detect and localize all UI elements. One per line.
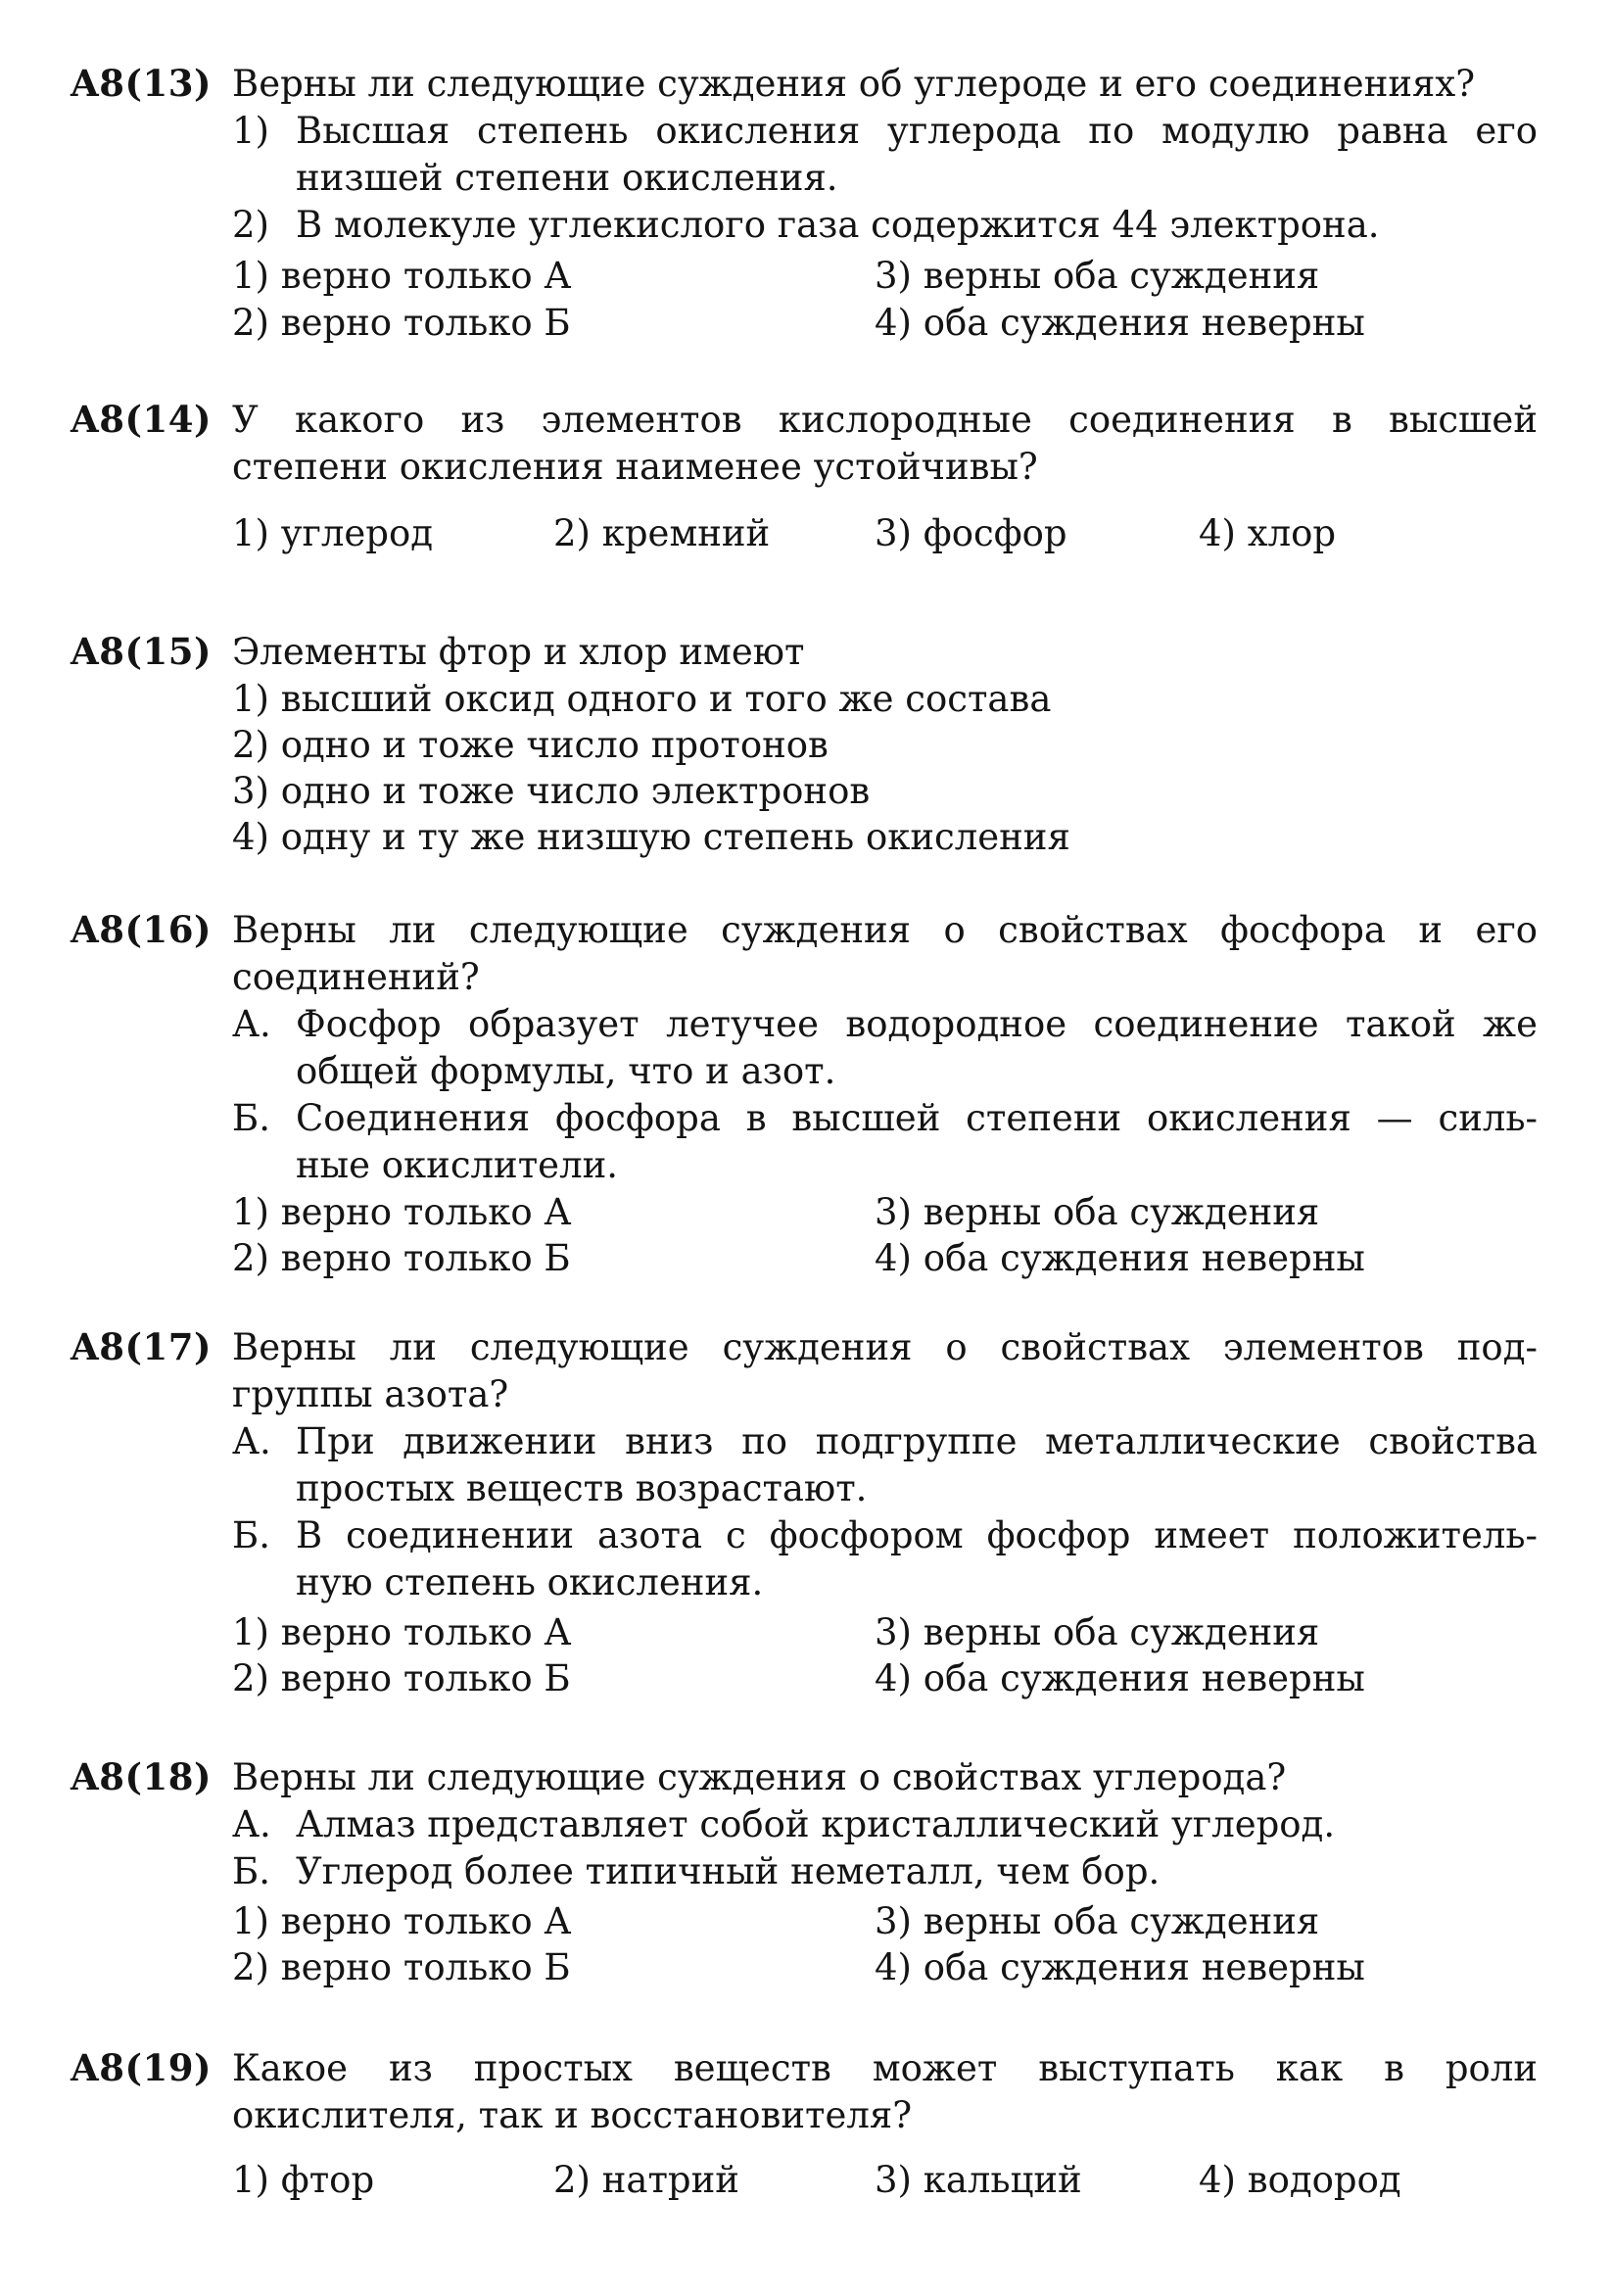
question-stem: Верны ли следующие суждения об углероде и его соединениях? [232,63,1476,105]
statement-text: низшей степени окисления. [296,157,838,199]
question-number: A8(17) [71,1325,212,1368]
question-stem: Какое из простых веществ может выступать как в роли [232,2047,1538,2089]
answer-option: 1) верно только А [232,255,572,297]
answer-option: 1) верно только А [232,1611,572,1653]
statement-marker: Б. [232,1097,270,1139]
question-stem: группы азота? [232,1373,509,1415]
question-number: A8(15) [71,630,212,673]
answer-option: 2) верно только Б [232,1946,571,1988]
question-number: A8(18) [71,1755,212,1798]
answer-option: 3) верны оба суждения [875,255,1320,297]
answer-option: 1) верно только А [232,1900,572,1942]
question-number: A8(19) [71,2046,212,2089]
question-stem: Верны ли следующие суждения о свойствах углерода? [232,1756,1287,1798]
statement-marker: 1) [232,110,269,152]
statement-text: Углерод более типичный неметалл, чем бор. [296,1850,1161,1892]
statement-text: ную степень окисления. [296,1561,764,1603]
answer-option: 2) верно только Б [232,1237,571,1279]
answer-option: 2) верно только Б [232,1657,571,1699]
answer-option: 4) хлор [1199,512,1337,554]
statement-text: Соединения фосфора в высшей степени окисления — силь- [296,1097,1538,1139]
answer-option: 1) верно только А [232,1191,572,1233]
statement-marker: 2) [232,204,269,246]
question-stem: У какого из элементов кислородные соединения в высшей [232,399,1538,441]
answer-option: 1) фтор [232,2159,375,2201]
statement-text: В молекуле углекислого газа содержится 44 электрона. [296,204,1380,246]
statement-text: Высшая степень окисления углерода по модулю равна его [296,110,1538,152]
question-stem: соединений? [232,956,480,998]
statement-marker: А. [232,1803,271,1845]
statement-text: Алмаз представляет собой кристаллический углерод. [296,1803,1336,1845]
statement-marker: Б. [232,1850,270,1892]
question-number: A8(16) [71,908,212,951]
answer-option: 4) водород [1199,2159,1401,2201]
question-stem: окислителя, так и восстановителя? [232,2094,913,2136]
answer-option: 4) одну и ту же низшую степень окисления [232,816,1070,858]
answer-option: 3) кальций [875,2159,1082,2201]
statement-text: общей формулы, что и азот. [296,1050,836,1092]
answer-option: 2) одно и тоже число протонов [232,724,829,766]
statement-marker: А. [232,1420,271,1462]
question-stem: Верны ли следующие суждения о свойствах элементов под- [232,1326,1538,1368]
question-stem: Элементы фтор и хлор имеют [232,631,805,673]
answer-option: 3) одно и тоже число электронов [232,770,871,812]
answer-option: 3) фосфор [875,512,1067,554]
statement-marker: А. [232,1003,271,1045]
statement-text: ные окислители. [296,1144,619,1186]
statement-text: При движении вниз по подгруппе металлические свойства [296,1420,1538,1462]
answer-option: 1) углерод [232,512,434,554]
question-number: A8(13) [71,62,212,105]
answer-option: 3) верны оба суждения [875,1611,1320,1653]
answer-option: 4) оба суждения неверны [875,1946,1365,1988]
answer-option: 4) оба суждения неверны [875,302,1365,344]
question-number: A8(14) [71,398,212,441]
question-stem: Верны ли следующие суждения о свойствах фосфора и его [232,909,1538,951]
answer-option: 4) оба суждения неверны [875,1657,1365,1699]
answer-option: 2) натрий [553,2159,739,2201]
answer-option: 3) верны оба суждения [875,1900,1320,1942]
answer-option: 4) оба суждения неверны [875,1237,1365,1279]
statement-marker: Б. [232,1514,270,1556]
answer-option: 2) кремний [553,512,771,554]
statement-text: В соединении азота с фосфором фосфор имеет положитель- [296,1514,1538,1556]
answer-option: 1) высший оксид одного и того же состава [232,678,1052,720]
statement-text: Фосфор образует летучее водородное соединение такой же [296,1003,1538,1045]
answer-option: 2) верно только Б [232,302,571,344]
statement-text: простых веществ возрастают. [296,1467,868,1509]
answer-option: 3) верны оба суждения [875,1191,1320,1233]
question-stem: степени окисления наименее устойчивы? [232,446,1038,488]
